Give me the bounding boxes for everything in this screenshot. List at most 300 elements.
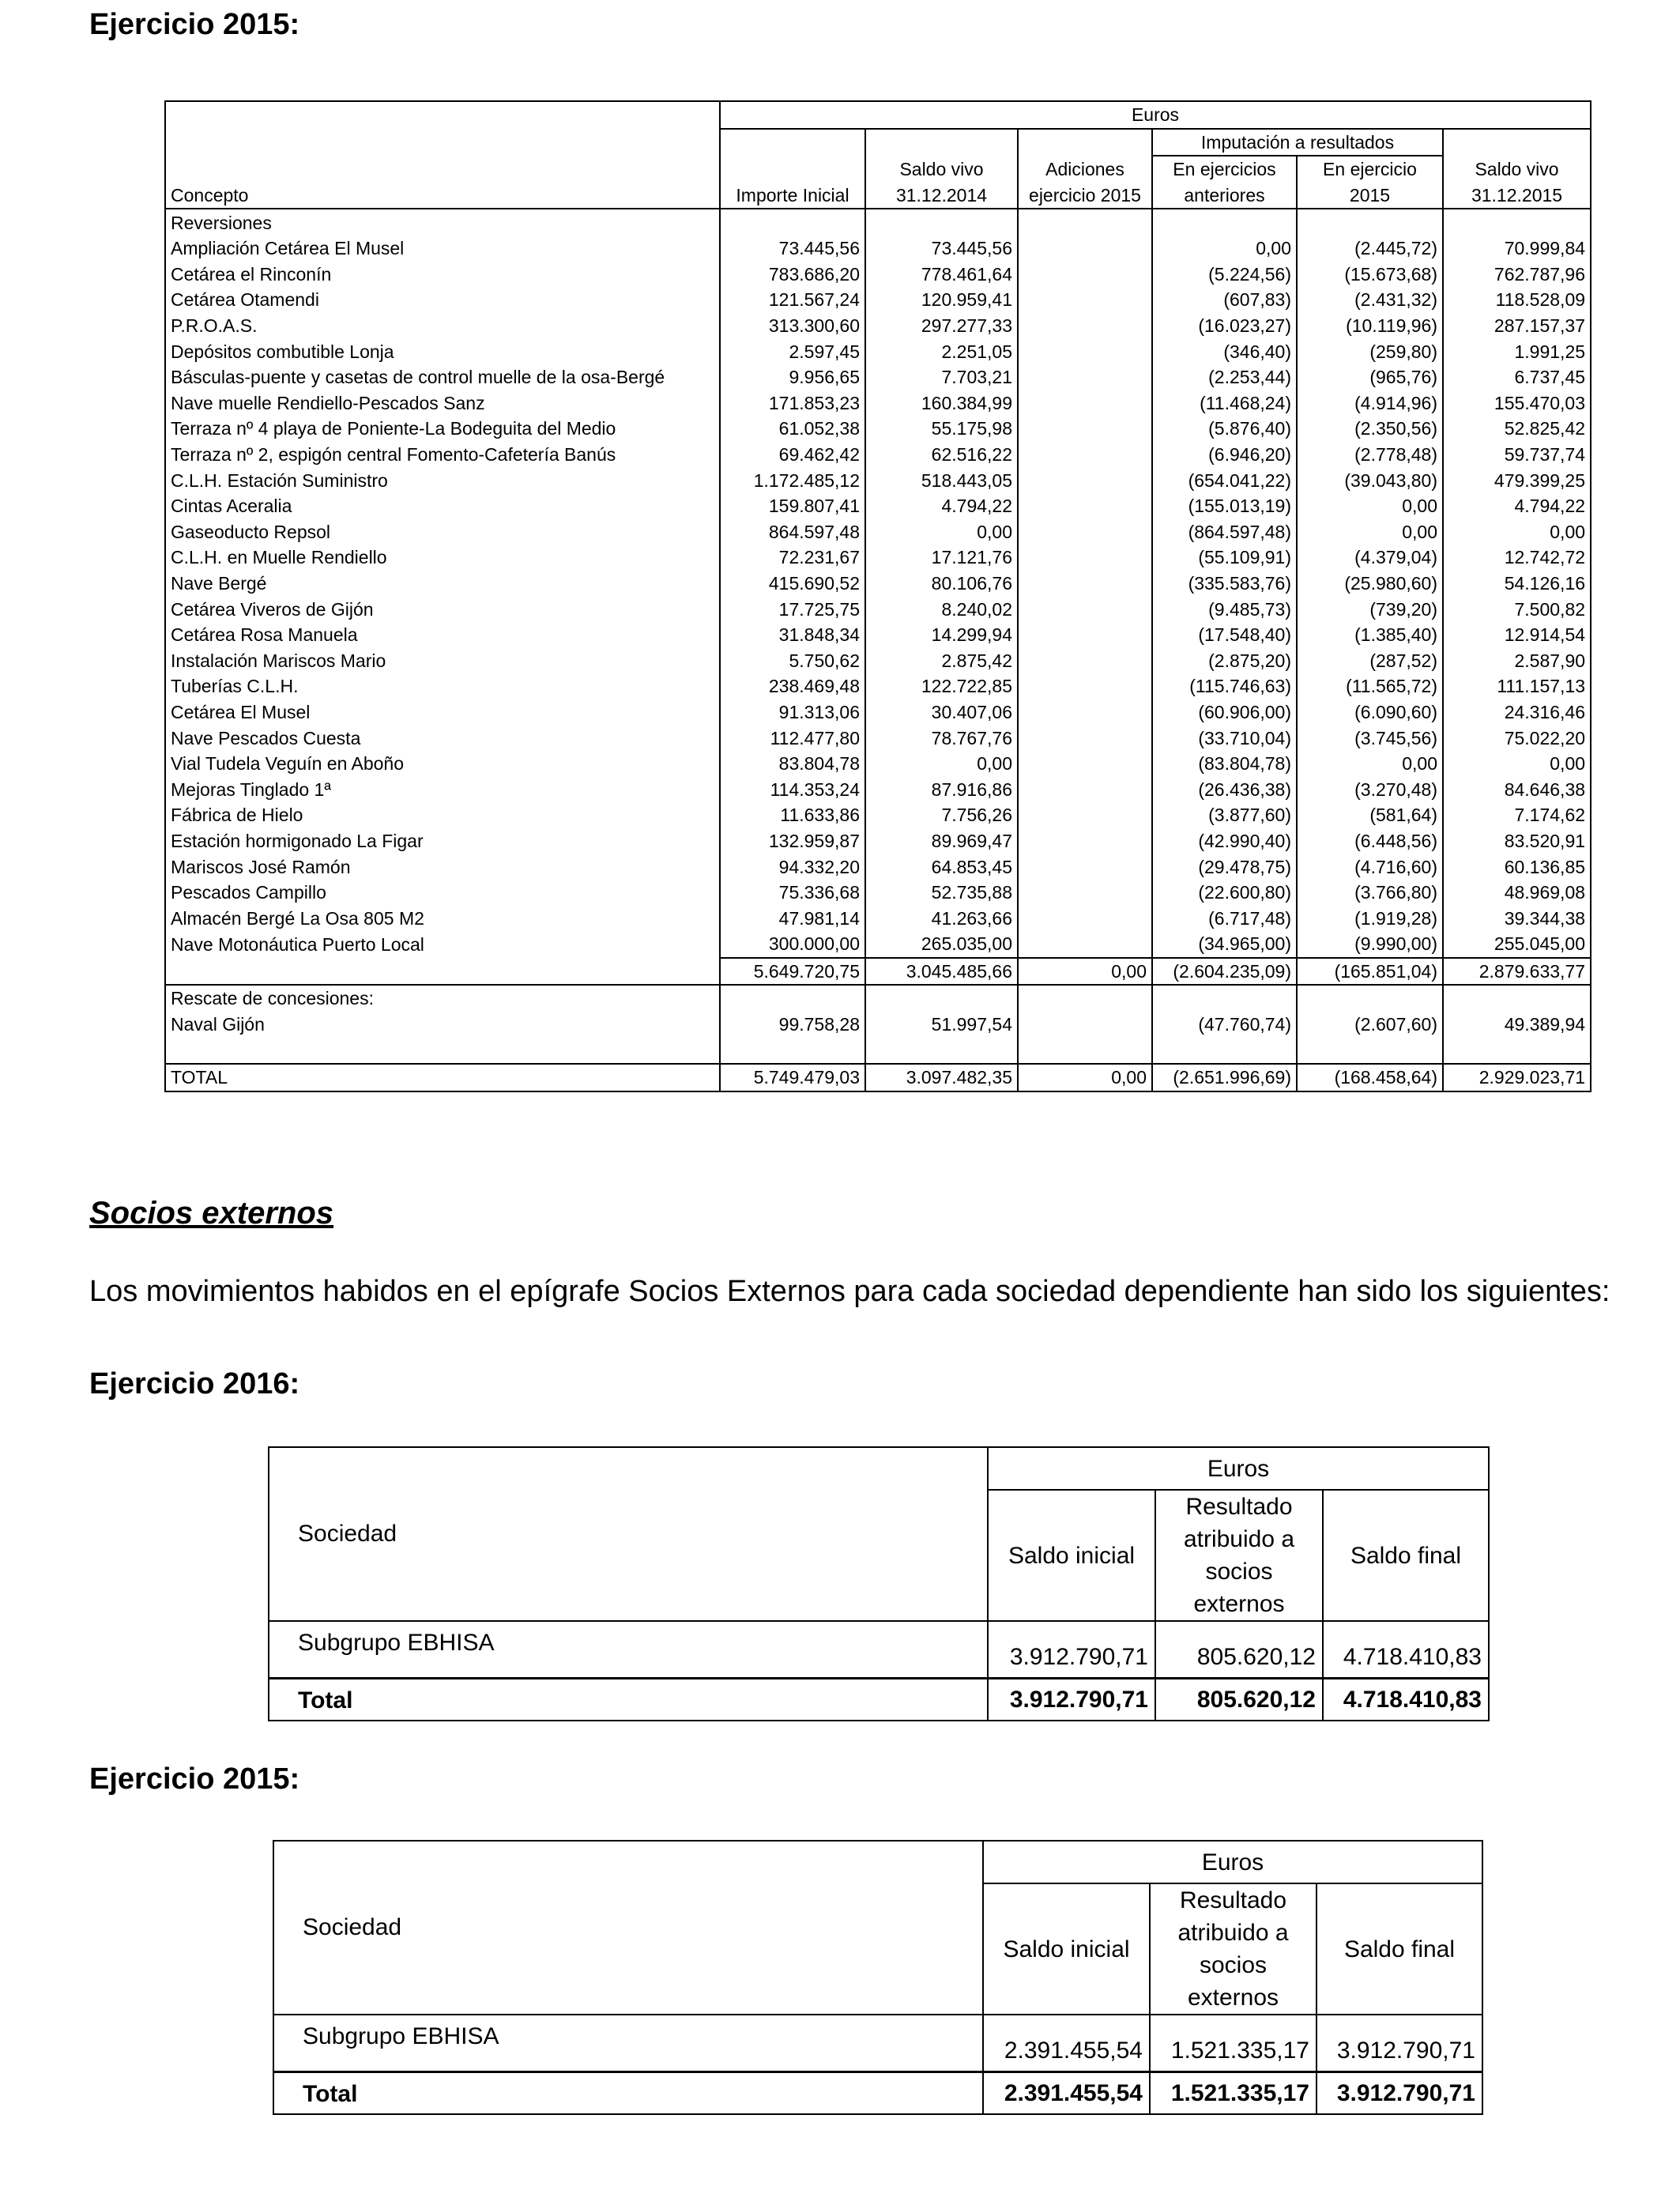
row-name: Subgrupo EBHISA — [269, 1621, 988, 1678]
row-name: Subgrupo EBHISA — [273, 2015, 983, 2071]
cell-saldo-2015: 49.389,94 — [1443, 1012, 1591, 1038]
cell-importe-inicial: 2.597,45 — [720, 338, 865, 364]
table-row — [165, 571, 1591, 597]
cell-adiciones — [1018, 905, 1152, 931]
table-row — [165, 880, 1591, 906]
cell-saldo-2015: 7.500,82 — [1443, 596, 1591, 622]
cell-concepto: Fábrica de Hielo — [165, 802, 720, 828]
cell-ejercicios-anteriores: (34.965,00) — [1152, 931, 1297, 958]
col-sociedad: Sociedad — [269, 1447, 988, 1621]
cell-ejercicios-anteriores: 0,00 — [1152, 236, 1297, 262]
cell-saldo-2014: 87.916,86 — [865, 776, 1018, 802]
cell-saldo-2014: 160.384,99 — [865, 390, 1018, 417]
saldo-final-value: 3.912.790,71 — [1317, 2015, 1482, 2071]
total-resultado: 805.620,12 — [1155, 1678, 1323, 1721]
cell-importe-inicial: 112.477,80 — [720, 725, 865, 751]
cell-ejercicio-2015: (3.745,56) — [1297, 725, 1443, 751]
cell-importe-inicial: 1.172.485,12 — [720, 467, 865, 493]
cell-importe-inicial: 83.804,78 — [720, 751, 865, 777]
cell-ejercicios-anteriores: (33.710,04) — [1152, 725, 1297, 751]
cell-ejercicio-2015: (287,52) — [1297, 647, 1443, 673]
total-row — [165, 1064, 1591, 1091]
cell-importe-inicial — [720, 1037, 865, 1064]
cell-ejercicios-anteriores: (9.485,73) — [1152, 596, 1297, 622]
cell-ejercicio-2015: (6.090,60) — [1297, 699, 1443, 726]
cell-concepto — [165, 958, 720, 986]
cell-ejercicio-2015: (259,80) — [1297, 338, 1443, 364]
cell-adiciones — [1018, 725, 1152, 751]
cell-saldo-2015: 52.825,42 — [1443, 416, 1591, 442]
cell-saldo-2014: 0,00 — [865, 751, 1018, 777]
col-sociedad: Sociedad — [273, 1841, 983, 2015]
cell-saldo-2014: 3.045.485,66 — [865, 958, 1018, 986]
cell-saldo-2014: 2.875,42 — [865, 647, 1018, 673]
table-row — [165, 828, 1591, 854]
socios-2016-table — [268, 1446, 1490, 1721]
col-adiciones-b: ejercicio 2015 — [1018, 183, 1152, 209]
table-row — [165, 622, 1591, 648]
cell-adiciones — [1018, 571, 1152, 597]
cell-importe-inicial: 5.749.479,03 — [720, 1064, 865, 1091]
cell-importe-inicial: 69.462,42 — [720, 442, 865, 468]
cell-importe-inicial: 99.758,28 — [720, 1012, 865, 1038]
table-row — [165, 545, 1591, 571]
cell-ejercicios-anteriores: (6.717,48) — [1152, 905, 1297, 931]
cell-adiciones — [1018, 828, 1152, 854]
euros-header: Euros — [983, 1841, 1482, 1883]
cell-ejercicios-anteriores — [1152, 1037, 1297, 1064]
cell-saldo-2014: 265.035,00 — [865, 931, 1018, 958]
cell-importe-inicial: 114.353,24 — [720, 776, 865, 802]
cell-ejercicio-2015: 0,00 — [1297, 519, 1443, 545]
cell-importe-inicial: 11.633,86 — [720, 802, 865, 828]
cell-saldo-2014: 120.959,41 — [865, 287, 1018, 313]
cell-saldo-2015: 39.344,38 — [1443, 905, 1591, 931]
cell-importe-inicial: 238.469,48 — [720, 673, 865, 699]
cell-saldo-2014: 8.240,02 — [865, 596, 1018, 622]
col-saldo-2015-a: Saldo vivo — [1443, 156, 1591, 183]
cell-adiciones — [1018, 338, 1152, 364]
cell-saldo-2014: 122.722,85 — [865, 673, 1018, 699]
cell-saldo-2014: 297.277,33 — [865, 313, 1018, 339]
cell-empty — [1443, 985, 1591, 1012]
cell-ejercicio-2015: (4.379,04) — [1297, 545, 1443, 571]
cell-adiciones — [1018, 854, 1152, 880]
cell-saldo-2015: 84.646,38 — [1443, 776, 1591, 802]
cell-concepto: Nave muelle Rendiello-Pescados Sanz — [165, 390, 720, 417]
cell-saldo-2014: 7.703,21 — [865, 364, 1018, 390]
cell-ejercicios-anteriores: (2.651.996,69) — [1152, 1064, 1297, 1091]
cell-saldo-2015: 762.787,96 — [1443, 262, 1591, 288]
cell-saldo-2015: 59.737,74 — [1443, 442, 1591, 468]
cell-concepto: Mejoras Tinglado 1ª — [165, 776, 720, 802]
cell-empty — [1018, 985, 1152, 1012]
cell-ejercicios-anteriores: (335.583,76) — [1152, 571, 1297, 597]
cell-saldo-2015: 287.157,37 — [1443, 313, 1591, 339]
cell-ejercicios-anteriores: (60.906,00) — [1152, 699, 1297, 726]
cell-saldo-2015: 0,00 — [1443, 751, 1591, 777]
table-row — [165, 493, 1591, 519]
table-row — [165, 931, 1591, 958]
cell-adiciones — [1018, 596, 1152, 622]
cell-adiciones — [1018, 519, 1152, 545]
cell-concepto: Estación hormigonado La Figar — [165, 828, 720, 854]
cell-adiciones — [1018, 802, 1152, 828]
cell-importe-inicial: 415.690,52 — [720, 571, 865, 597]
total-saldo-final: 4.718.410,83 — [1323, 1678, 1489, 1721]
cell-saldo-2015 — [1443, 1037, 1591, 1064]
cell-ejercicios-anteriores: (26.436,38) — [1152, 776, 1297, 802]
table-row — [165, 262, 1591, 288]
cell-saldo-2014: 73.445,56 — [865, 236, 1018, 262]
cell-concepto: Terraza nº 2, espigón central Fomento-Cafetería Banús — [165, 442, 720, 468]
total-label: Total — [273, 2071, 983, 2114]
cell-concepto: Depósitos combutible Lonja — [165, 338, 720, 364]
cell-saldo-2014: 51.997,54 — [865, 1012, 1018, 1038]
cell-adiciones — [1018, 313, 1152, 339]
euros-header: Euros — [988, 1447, 1489, 1490]
table-row — [165, 364, 1591, 390]
table-row — [269, 1621, 1489, 1678]
cell-adiciones — [1018, 545, 1152, 571]
table-row — [165, 442, 1591, 468]
table-row — [165, 416, 1591, 442]
cell-importe-inicial: 72.231,67 — [720, 545, 865, 571]
cell-importe-inicial: 9.956,65 — [720, 364, 865, 390]
table-row — [165, 236, 1591, 262]
col-saldo-2015-b: 31.12.2015 — [1443, 183, 1591, 209]
cell-ejercicios-anteriores: (29.478,75) — [1152, 854, 1297, 880]
table-row — [165, 647, 1591, 673]
col-resultado: Resultado atribuido a socios externos — [1150, 1883, 1317, 2015]
resultado-value: 805.620,12 — [1155, 1621, 1323, 1678]
cell-importe-inicial: 61.052,38 — [720, 416, 865, 442]
cell-concepto: Cetárea Viveros de Gijón — [165, 596, 720, 622]
cell-importe-inicial: 75.336,68 — [720, 880, 865, 906]
heading-ejercicio-2015: Ejercicio 2015: — [89, 8, 300, 41]
cell-adiciones — [1018, 699, 1152, 726]
total-saldo-final: 3.912.790,71 — [1317, 2071, 1482, 2114]
cell-concepto: Nave Motonáutica Puerto Local — [165, 931, 720, 958]
col-saldo-inicial: Saldo inicial — [988, 1490, 1155, 1621]
cell-ejercicio-2015: (168.458,64) — [1297, 1064, 1443, 1091]
cell-saldo-2014 — [865, 1037, 1018, 1064]
resultado-value: 1.521.335,17 — [1150, 2015, 1317, 2071]
cell-ejercicios-anteriores: (47.760,74) — [1152, 1012, 1297, 1038]
cell-saldo-2014: 80.106,76 — [865, 571, 1018, 597]
cell-adiciones: 0,00 — [1018, 1064, 1152, 1091]
table-row — [165, 338, 1591, 364]
table-row — [165, 776, 1591, 802]
cell-ejercicio-2015: (165.851,04) — [1297, 958, 1443, 986]
cell-ejercicios-anteriores: (42.990,40) — [1152, 828, 1297, 854]
cell-adiciones: 0,00 — [1018, 958, 1152, 986]
cell-ejercicios-anteriores: (11.468,24) — [1152, 390, 1297, 417]
cell-saldo-2014: 2.251,05 — [865, 338, 1018, 364]
cell-saldo-2014: 4.794,22 — [865, 493, 1018, 519]
table-row — [165, 313, 1591, 339]
cell-adiciones — [1018, 364, 1152, 390]
cell-saldo-2015: 111.157,13 — [1443, 673, 1591, 699]
cell-saldo-2015: 6.737,45 — [1443, 364, 1591, 390]
col-importe: Importe Inicial — [720, 183, 865, 209]
cell-concepto: Almacén Bergé La Osa 805 M2 — [165, 905, 720, 931]
intro-paragraph: Los movimientos habidos en el epígrafe Socios Externos para cada sociedad dependiente han sido los siguientes: — [89, 1275, 1610, 1308]
cell-saldo-2015: 60.136,85 — [1443, 854, 1591, 880]
cell-ejercicios-anteriores: (654.041,22) — [1152, 467, 1297, 493]
cell-adiciones — [1018, 673, 1152, 699]
spacer-row — [165, 1037, 1591, 1064]
cell-ejercicio-2015: (3.766,80) — [1297, 880, 1443, 906]
cell-ejercicios-anteriores: (5.224,56) — [1152, 262, 1297, 288]
cell-adiciones — [1018, 236, 1152, 262]
cell-ejercicios-anteriores: (607,83) — [1152, 287, 1297, 313]
col-ejercicio-b: 2015 — [1297, 183, 1443, 209]
cell-adiciones — [1018, 880, 1152, 906]
cell-ejercicio-2015: (9.990,00) — [1297, 931, 1443, 958]
cell-ejercicio-2015: (25.980,60) — [1297, 571, 1443, 597]
cell-ejercicios-anteriores: (2.875,20) — [1152, 647, 1297, 673]
table-row — [165, 725, 1591, 751]
cell-importe-inicial: 171.853,23 — [720, 390, 865, 417]
imputacion-header: Imputación a resultados — [1152, 129, 1443, 156]
socios-2015-table — [273, 1840, 1483, 2115]
cell-saldo-2015: 118.528,09 — [1443, 287, 1591, 313]
cell-saldo-2015: 24.316,46 — [1443, 699, 1591, 726]
cell-ejercicios-anteriores: (55.109,91) — [1152, 545, 1297, 571]
cell-ejercicio-2015: (2.778,48) — [1297, 442, 1443, 468]
cell-concepto: TOTAL — [165, 1064, 720, 1091]
table-row — [165, 596, 1591, 622]
cell-ejercicio-2015: (2.607,60) — [1297, 1012, 1443, 1038]
cell-ejercicio-2015: (965,76) — [1297, 364, 1443, 390]
cell-empty — [865, 985, 1018, 1012]
cell-saldo-2014: 3.097.482,35 — [865, 1064, 1018, 1091]
col-adiciones-a: Adiciones — [1018, 156, 1152, 183]
table-row — [165, 802, 1591, 828]
cell-importe-inicial: 73.445,56 — [720, 236, 865, 262]
cell-concepto: Cetárea Rosa Manuela — [165, 622, 720, 648]
cell-ejercicios-anteriores: (864.597,48) — [1152, 519, 1297, 545]
cell-saldo-2015: 12.914,54 — [1443, 622, 1591, 648]
cell-adiciones — [1018, 262, 1152, 288]
cell-adiciones — [1018, 493, 1152, 519]
cell-ejercicios-anteriores: (6.946,20) — [1152, 442, 1297, 468]
table-row — [165, 1012, 1591, 1038]
cell-adiciones — [1018, 416, 1152, 442]
table-row — [165, 699, 1591, 726]
table-row — [165, 751, 1591, 777]
cell-saldo-2015: 0,00 — [1443, 519, 1591, 545]
saldo-inicial-value: 3.912.790,71 — [988, 1621, 1155, 1678]
cell-concepto: Nave Bergé — [165, 571, 720, 597]
cell-saldo-2015: 70.999,84 — [1443, 236, 1591, 262]
cell-adiciones — [1018, 1012, 1152, 1038]
total-saldo-inicial: 3.912.790,71 — [988, 1678, 1155, 1721]
cell-saldo-2015: 479.399,25 — [1443, 467, 1591, 493]
cell-saldo-2015: 54.126,16 — [1443, 571, 1591, 597]
col-resultado: Resultado atribuido a socios externos — [1155, 1490, 1323, 1621]
cell-concepto: Pescados Campillo — [165, 880, 720, 906]
cell-ejercicios-anteriores: (3.877,60) — [1152, 802, 1297, 828]
cell-saldo-2015: 7.174,62 — [1443, 802, 1591, 828]
reversiones-table — [164, 100, 1591, 1092]
cell-adiciones — [1018, 751, 1152, 777]
col-saldo-2014-b: 31.12.2014 — [865, 183, 1018, 209]
cell-importe-inicial: 94.332,20 — [720, 854, 865, 880]
col-saldo-inicial: Saldo inicial — [983, 1883, 1150, 2015]
total-saldo-inicial: 2.391.455,54 — [983, 2071, 1150, 2114]
cell-concepto: Cetárea el Rinconín — [165, 262, 720, 288]
cell-saldo-2014: 14.299,94 — [865, 622, 1018, 648]
reversiones-label: Reversiones — [165, 209, 720, 236]
cell-ejercicio-2015: (1.385,40) — [1297, 622, 1443, 648]
table-row — [165, 287, 1591, 313]
cell-concepto: Ampliación Cetárea El Musel — [165, 236, 720, 262]
cell-ejercicio-2015: 0,00 — [1297, 751, 1443, 777]
table-row — [273, 2015, 1482, 2071]
cell-ejercicio-2015: (3.270,48) — [1297, 776, 1443, 802]
cell-concepto: Instalación Mariscos Mario — [165, 647, 720, 673]
cell-concepto: Vial Tudela Veguín en Aboño — [165, 751, 720, 777]
cell-saldo-2014: 17.121,76 — [865, 545, 1018, 571]
table-row — [165, 673, 1591, 699]
cell-concepto: Nave Pescados Cuesta — [165, 725, 720, 751]
cell-saldo-2015: 2.929.023,71 — [1443, 1064, 1591, 1091]
col-ejercicio-a: En ejercicio — [1297, 156, 1443, 183]
cell-saldo-2014: 41.263,66 — [865, 905, 1018, 931]
cell-ejercicios-anteriores: (2.604.235,09) — [1152, 958, 1297, 986]
cell-ejercicios-anteriores: (155.013,19) — [1152, 493, 1297, 519]
cell-concepto: Gaseoducto Repsol — [165, 519, 720, 545]
cell-concepto: C.L.H. en Muelle Rendiello — [165, 545, 720, 571]
cell-saldo-2015: 2.587,90 — [1443, 647, 1591, 673]
cell-ejercicio-2015: (2.431,32) — [1297, 287, 1443, 313]
cell-adiciones — [1018, 390, 1152, 417]
subtotal-row — [165, 958, 1591, 986]
cell-empty — [1152, 985, 1297, 1012]
cell-importe-inicial: 313.300,60 — [720, 313, 865, 339]
cell-ejercicio-2015: (39.043,80) — [1297, 467, 1443, 493]
cell-ejercicios-anteriores: (5.876,40) — [1152, 416, 1297, 442]
cell-importe-inicial: 864.597,48 — [720, 519, 865, 545]
total-resultado: 1.521.335,17 — [1150, 2071, 1317, 2114]
euros-header: Euros — [720, 101, 1591, 129]
cell-adiciones — [1018, 647, 1152, 673]
col-concepto: Concepto — [165, 101, 720, 209]
cell-importe-inicial: 5.649.720,75 — [720, 958, 865, 986]
cell-saldo-2014: 55.175,98 — [865, 416, 1018, 442]
cell-adiciones — [1018, 467, 1152, 493]
rescate-row — [165, 985, 1591, 1012]
cell-importe-inicial: 47.981,14 — [720, 905, 865, 931]
cell-concepto: Naval Gijón — [165, 1012, 720, 1038]
cell-ejercicio-2015: (15.673,68) — [1297, 262, 1443, 288]
socios-externos-title: Socios externos — [89, 1196, 334, 1231]
cell-ejercicio-2015: (2.445,72) — [1297, 236, 1443, 262]
heading-ejercicio-2016: Ejercicio 2016: — [89, 1367, 300, 1400]
saldo-final-value: 4.718.410,83 — [1323, 1621, 1489, 1678]
cell-ejercicios-anteriores: (83.804,78) — [1152, 751, 1297, 777]
cell-adiciones — [1018, 622, 1152, 648]
cell-saldo-2015: 75.022,20 — [1443, 725, 1591, 751]
cell-saldo-2014: 30.407,06 — [865, 699, 1018, 726]
col-saldo-final: Saldo final — [1323, 1490, 1489, 1621]
cell-saldo-2015: 1.991,25 — [1443, 338, 1591, 364]
cell-ejercicio-2015: 0,00 — [1297, 493, 1443, 519]
cell-saldo-2014: 64.853,45 — [865, 854, 1018, 880]
cell-saldo-2014: 0,00 — [865, 519, 1018, 545]
cell-concepto: P.R.O.A.S. — [165, 313, 720, 339]
col-anteriores-b: anteriores — [1152, 183, 1297, 209]
cell-adiciones — [1018, 931, 1152, 958]
cell-adiciones — [1018, 776, 1152, 802]
cell-adiciones — [1018, 442, 1152, 468]
cell-ejercicios-anteriores: (2.253,44) — [1152, 364, 1297, 390]
cell-saldo-2015: 48.969,08 — [1443, 880, 1591, 906]
cell-importe-inicial: 121.567,24 — [720, 287, 865, 313]
cell-saldo-2015: 12.742,72 — [1443, 545, 1591, 571]
cell-importe-inicial: 91.313,06 — [720, 699, 865, 726]
cell-ejercicio-2015: (1.919,28) — [1297, 905, 1443, 931]
cell-saldo-2015: 83.520,91 — [1443, 828, 1591, 854]
cell-concepto: Mariscos José Ramón — [165, 854, 720, 880]
table-row — [165, 519, 1591, 545]
cell-concepto: Terraza nº 4 playa de Poniente-La Bodeguita del Medio — [165, 416, 720, 442]
col-saldo-2014-a: Saldo vivo — [865, 156, 1018, 183]
cell-importe-inicial: 132.959,87 — [720, 828, 865, 854]
cell-importe-inicial: 5.750,62 — [720, 647, 865, 673]
cell-adiciones — [1018, 1037, 1152, 1064]
heading-ejercicio-2015-socios: Ejercicio 2015: — [89, 1762, 300, 1796]
cell-ejercicio-2015: (4.716,60) — [1297, 854, 1443, 880]
cell-empty — [720, 985, 865, 1012]
cell-importe-inicial: 300.000,00 — [720, 931, 865, 958]
table-row — [165, 467, 1591, 493]
cell-importe-inicial: 17.725,75 — [720, 596, 865, 622]
cell-importe-inicial: 783.686,20 — [720, 262, 865, 288]
cell-saldo-2014: 89.969,47 — [865, 828, 1018, 854]
cell-adiciones — [1018, 287, 1152, 313]
cell-saldo-2015: 255.045,00 — [1443, 931, 1591, 958]
col-anteriores-a: En ejercicios — [1152, 156, 1297, 183]
table-row — [165, 390, 1591, 417]
cell-saldo-2015: 155.470,03 — [1443, 390, 1591, 417]
cell-ejercicios-anteriores: (346,40) — [1152, 338, 1297, 364]
cell-saldo-2015: 4.794,22 — [1443, 493, 1591, 519]
cell-ejercicio-2015: (581,64) — [1297, 802, 1443, 828]
cell-ejercicio-2015: (10.119,96) — [1297, 313, 1443, 339]
cell-saldo-2014: 52.735,88 — [865, 880, 1018, 906]
total-row — [269, 1678, 1489, 1721]
cell-ejercicio-2015: (11.565,72) — [1297, 673, 1443, 699]
cell-concepto — [165, 1037, 720, 1064]
cell-saldo-2014: 778.461,64 — [865, 262, 1018, 288]
rescate-label: Rescate de concesiones: — [165, 985, 720, 1012]
cell-saldo-2014: 78.767,76 — [865, 725, 1018, 751]
cell-empty — [1297, 985, 1443, 1012]
cell-concepto: Cintas Aceralia — [165, 493, 720, 519]
cell-ejercicio-2015 — [1297, 1037, 1443, 1064]
col-saldo-final: Saldo final — [1317, 1883, 1482, 2015]
cell-ejercicio-2015: (4.914,96) — [1297, 390, 1443, 417]
cell-saldo-2014: 7.756,26 — [865, 802, 1018, 828]
cell-ejercicio-2015: (6.448,56) — [1297, 828, 1443, 854]
table-row — [165, 905, 1591, 931]
saldo-inicial-value: 2.391.455,54 — [983, 2015, 1150, 2071]
cell-ejercicios-anteriores: (16.023,27) — [1152, 313, 1297, 339]
cell-concepto: Tuberías C.L.H. — [165, 673, 720, 699]
